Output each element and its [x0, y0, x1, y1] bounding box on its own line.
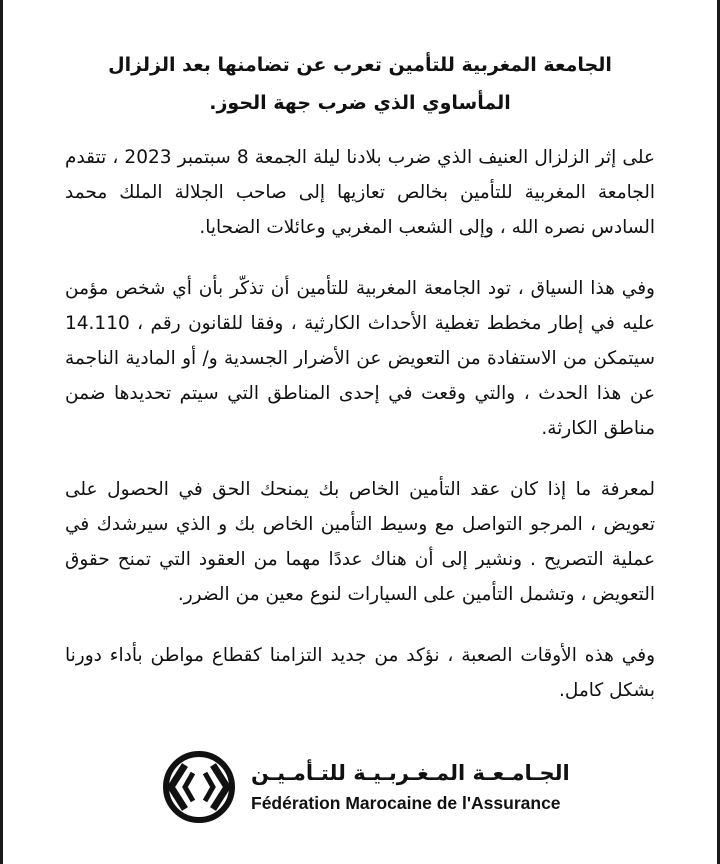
- fma-logo-icon: [163, 751, 235, 823]
- paragraph-contact-broker: لمعرفة ما إذا كان عقد التأمين الخاص بك يمنحك الحق في الحصول على تعويض ، المرجو التواصل مع وسيط التأمين الخاص بك و الذي سيرشدك في عملية التصريح . ونشير إلى أن هناك عددًا مهما من العقود التي تمنح حقوق التعويض ، وتشمل التأمين على السيارات لنوع معين من الضرر.: [65, 479, 655, 605]
- org-name-french: Fédération Marocaine de l'Assurance: [251, 793, 561, 813]
- press-release-body: [65, 46, 655, 734]
- footer-logo-block: [163, 752, 583, 822]
- logo-wordmark: [251, 759, 570, 815]
- document-title: الجامعة المغربية للتأمين تعرب عن تضامنها بعد الزلزال المأساوي الذي ضرب جهة الحوز.: [108, 54, 612, 114]
- org-name-arabic: الجـامـعـة المـغـربـيـة للتـأمـيـن: [251, 761, 570, 785]
- paragraph-coverage: وفي هذا السياق ، تود الجامعة المغربية للتأمين أن تذكّر بأن أي شخص مؤمن عليه في إطار مخطط تغطية الأحداث الكارثية ، وفقا للقانون رقم ، 14.110 سيتمكن من الاستفادة من التعويض عن الأضرار الجسدية و/ أو المادية الناجمة عن هذا الحدث ، والتي وقعت في إحدى المناطق التي سيتم تحديدها ضمن مناطق الكارثة.: [65, 278, 655, 439]
- paragraph-commitment: وفي هذه الأوقات الصعبة ، نؤكد من جديد التزامنا كقطاع مواطن بأداء دورنا بشكل كامل.: [65, 645, 655, 701]
- paragraph-condolences: على إثر الزلزال العنيف الذي ضرب بلادنا ليلة الجمعة 8 سبتمبر 2023 ، تتقدم الجامعة المغربية للتأمين بخالص تعازيها إلى صاحب الجلالة الملك محمد السادس نصره الله ، وإلى الشعب المغربي وعائلات الضحايا.: [65, 147, 655, 238]
